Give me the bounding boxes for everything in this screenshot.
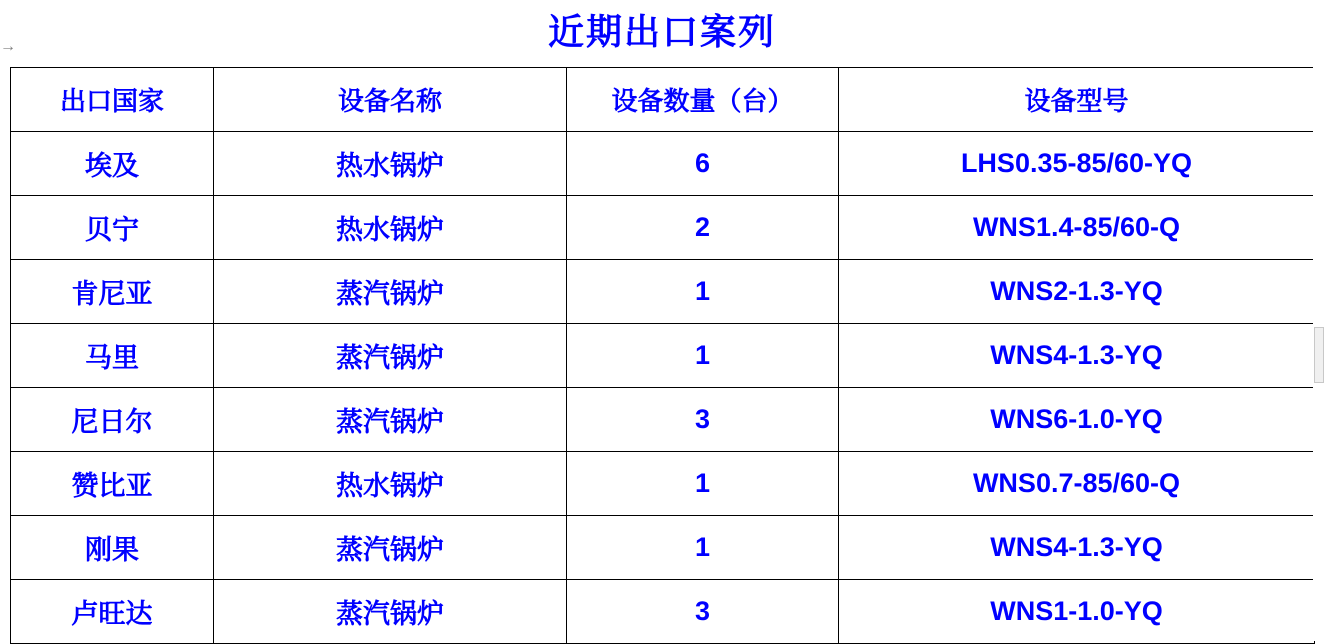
cell-model: WNS4-1.3-YQ xyxy=(839,324,1315,388)
table-row xyxy=(11,516,1315,580)
cell-country: 贝宁 xyxy=(11,196,214,260)
table-header-row xyxy=(11,68,1315,132)
cell-country: 刚果 xyxy=(11,516,214,580)
cell-quantity: 1 xyxy=(567,324,839,388)
cell-equipment-name: 蒸汽锅炉 xyxy=(214,324,567,388)
cell-country: 卢旺达 xyxy=(11,580,214,644)
export-cases-table-wrapper xyxy=(10,67,1314,644)
cell-equipment-name: 热水锅炉 xyxy=(214,452,567,516)
table-row xyxy=(11,388,1315,452)
cell-model: WNS4-1.3-YQ xyxy=(839,516,1315,580)
cell-model: LHS0.35-85/60-YQ xyxy=(839,132,1315,196)
column-header-country: 出口国家 xyxy=(11,68,214,132)
right-edge-gutter xyxy=(1313,0,1324,641)
cell-quantity: 1 xyxy=(567,516,839,580)
cell-country: 尼日尔 xyxy=(11,388,214,452)
column-header-equipment-name: 设备名称 xyxy=(214,68,567,132)
cell-quantity: 2 xyxy=(567,196,839,260)
cell-model: WNS0.7-85/60-Q xyxy=(839,452,1315,516)
cell-model: WNS6-1.0-YQ xyxy=(839,388,1315,452)
cell-equipment-name: 蒸汽锅炉 xyxy=(214,260,567,324)
cell-country: 肯尼亚 xyxy=(11,260,214,324)
table-row xyxy=(11,580,1315,644)
cell-equipment-name: 蒸汽锅炉 xyxy=(214,580,567,644)
export-cases-table xyxy=(10,67,1315,644)
cell-country: 赞比亚 xyxy=(11,452,214,516)
table-row xyxy=(11,324,1315,388)
cell-quantity: 1 xyxy=(567,260,839,324)
scroll-right-arrow-icon[interactable]: → xyxy=(0,38,16,55)
cell-quantity: 3 xyxy=(567,388,839,452)
cell-model: WNS2-1.3-YQ xyxy=(839,260,1315,324)
cell-country: 埃及 xyxy=(11,132,214,196)
column-header-model: 设备型号 xyxy=(839,68,1315,132)
table-row xyxy=(11,132,1315,196)
table-row xyxy=(11,260,1315,324)
cell-equipment-name: 热水锅炉 xyxy=(214,196,567,260)
column-header-quantity: 设备数量（台） xyxy=(567,68,839,132)
cell-equipment-name: 蒸汽锅炉 xyxy=(214,388,567,452)
cell-model: WNS1-1.0-YQ xyxy=(839,580,1315,644)
cell-equipment-name: 热水锅炉 xyxy=(214,132,567,196)
vertical-scrollbar-thumb[interactable] xyxy=(1314,327,1324,383)
cell-quantity: 3 xyxy=(567,580,839,644)
page-title: 近期出口案列 xyxy=(547,11,776,52)
table-row xyxy=(11,452,1315,516)
table-row xyxy=(11,196,1315,260)
cell-country: 马里 xyxy=(11,324,214,388)
cell-quantity: 1 xyxy=(567,452,839,516)
cell-quantity: 6 xyxy=(567,132,839,196)
cell-equipment-name: 蒸汽锅炉 xyxy=(214,516,567,580)
cell-model: WNS1.4-85/60-Q xyxy=(839,196,1315,260)
